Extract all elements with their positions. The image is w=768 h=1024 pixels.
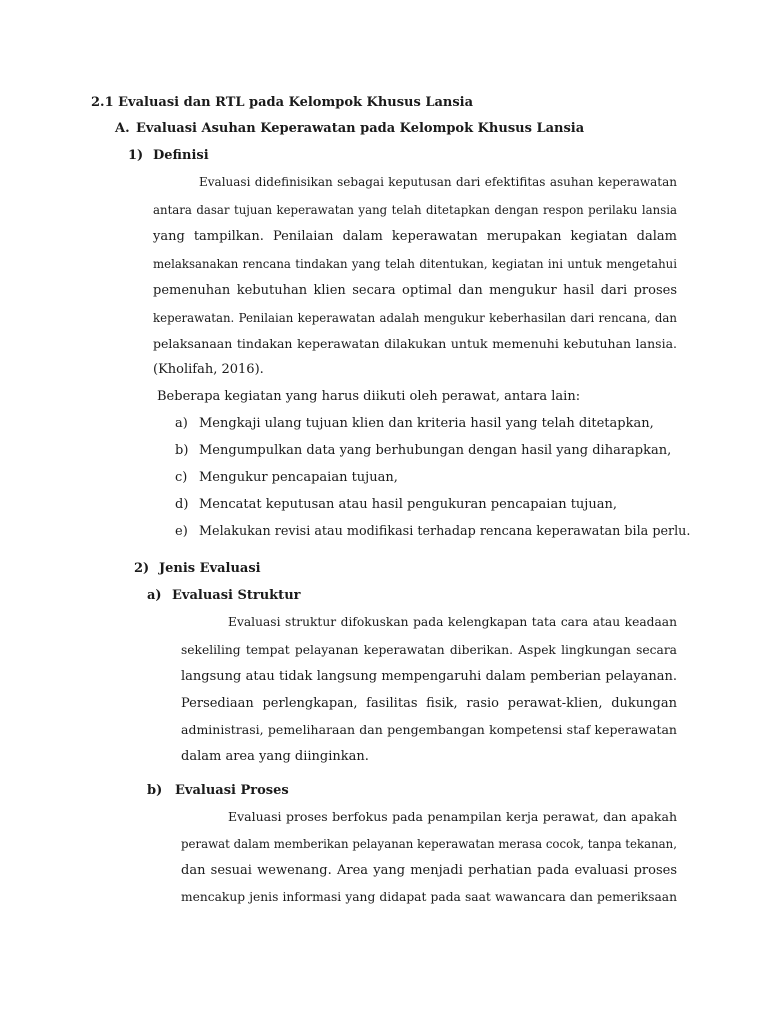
list-item: Mengkaji ulang tujuan klien dan kriteria hasil yang telah ditetapkan, <box>199 416 654 431</box>
list-intro: Beberapa kegiatan yang harus diikuti oleh perawat, antara lain: <box>157 389 581 404</box>
list-item: Mengukur pencapaian tujuan, <box>199 470 398 485</box>
struktur-paragraph-line: Persediaan perlengkapan, fasilitas fisik, rasio perawat-klien, dukungan <box>181 696 677 711</box>
subsection-a-title: Evaluasi Asuhan Keperawatan pada Kelompok Khusus Lansia <box>136 121 585 136</box>
list-item-marker: a) <box>175 416 188 431</box>
struktur-paragraph-line: sekeliling tempat pelayanan keperawatan diberikan. Aspek lingkungan secara <box>181 643 677 657</box>
list-item: Mencatat keputusan atau hasil pengukuran pencapaian tujuan, <box>199 497 617 512</box>
proses-paragraph-line: dan sesuai wewenang. Area yang menjadi perhatian pada evaluasi proses <box>181 863 677 878</box>
struktur-paragraph-line: dalam area yang diinginkan. <box>181 749 369 764</box>
proses-paragraph-line: perawat dalam memberikan pelayanan keperawatan merasa cocok, tanpa tekanan, <box>181 837 677 851</box>
proses-paragraph-line: mencakup jenis informasi yang didapat pada saat wawancara dan pemeriksaan <box>181 890 677 904</box>
sub-a-marker: a) <box>147 588 162 603</box>
definisi-paragraph-line: keperawatan. Penilaian keperawatan adalah mengukur keberhasilan dari rencana, dan <box>153 311 677 325</box>
definisi-paragraph-line: Evaluasi didefinisikan sebagai keputusan dari efektifitas asuhan keperawatan <box>199 175 677 189</box>
list-item: Melakukan revisi atau modifikasi terhadap rencana keperawatan bila perlu. <box>199 524 691 539</box>
list-item: Mengumpulkan data yang berhubungan dengan hasil yang diharapkan, <box>199 443 672 458</box>
section-title: 2.1 Evaluasi dan RTL pada Kelompok Khusus Lansia <box>91 95 474 110</box>
struktur-paragraph-line: langsung atau tidak langsung mempengaruhi dalam pemberian pelayanan. <box>181 669 677 684</box>
struktur-paragraph-line: administrasi, pemeliharaan dan pengembangan kompetensi staf keperawatan <box>181 722 677 737</box>
sub-a-title: Evaluasi Struktur <box>172 588 301 603</box>
item2-title: Jenis Evaluasi <box>159 561 261 576</box>
list-item-marker: c) <box>175 470 188 485</box>
item1-marker: 1) <box>128 148 144 163</box>
list-item-marker: b) <box>175 443 189 458</box>
item1-title: Definisi <box>153 148 209 163</box>
subsection-a-marker: A. <box>115 121 130 136</box>
definisi-paragraph-line: pelaksanaan tindakan keperawatan dilakukan untuk memenuhi kebutuhan lansia. <box>153 336 677 351</box>
list-item-marker: d) <box>175 497 189 512</box>
definisi-paragraph-line: pemenuhan kebutuhan klien secara optimal dan mengukur hasil dari proses <box>153 283 677 298</box>
item2-marker: 2) <box>134 561 150 576</box>
definisi-paragraph-line: antara dasar tujuan keperawatan yang telah ditetapkan dengan respon perilaku lansia <box>153 203 677 217</box>
definisi-paragraph-line: melaksanakan rencana tindakan yang telah ditentukan, kegiatan ini untuk mengetahui <box>153 257 677 271</box>
sub-b-marker: b) <box>147 783 163 798</box>
definisi-paragraph-line: yang tampilkan. Penilaian dalam keperawatan merupakan kegiatan dalam <box>153 229 677 244</box>
proses-paragraph-line: Evaluasi proses berfokus pada penampilan kerja perawat, dan apakah <box>228 809 677 824</box>
definisi-paragraph-line: (Kholifah, 2016). <box>153 362 264 377</box>
struktur-paragraph-line: Evaluasi struktur difokuskan pada kelengkapan tata cara atau keadaan <box>228 615 677 629</box>
sub-b-title: Evaluasi Proses <box>175 783 289 798</box>
list-item-marker: e) <box>175 524 188 539</box>
